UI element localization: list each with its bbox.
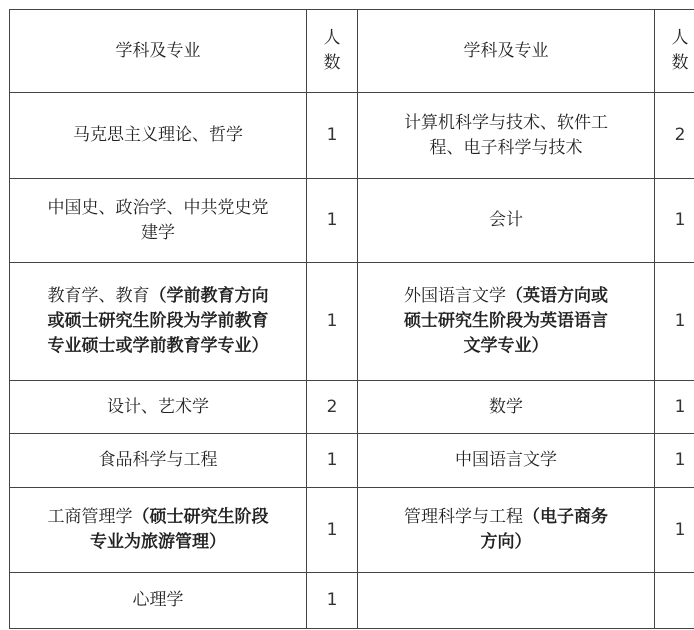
subject-text: 中国语言文学	[455, 450, 557, 470]
subject-note-text: （硕士研究生阶段	[132, 507, 269, 527]
subject-cell-right	[358, 573, 655, 629]
subject-line	[362, 334, 650, 359]
subject-note-text: 方向）	[480, 532, 532, 552]
subject-note-text: 专业为旅游管理）	[90, 532, 226, 552]
subject-text: 管理科学与工程	[404, 507, 523, 527]
subject-line	[362, 530, 650, 555]
subject-line	[14, 588, 302, 613]
count-header-char-2: 数	[671, 53, 689, 73]
subject-text: 心理学	[132, 590, 184, 610]
subject-cell-right	[358, 434, 655, 488]
table-row	[10, 263, 694, 381]
subject-text: 数学	[489, 396, 523, 417]
subject-cell-right	[358, 263, 655, 381]
table-row	[10, 434, 694, 488]
subject-text: 程、电子科学与技术	[429, 137, 583, 158]
subject-text: 食品科学与工程	[98, 450, 218, 470]
table-row	[10, 488, 694, 573]
subject-line	[362, 111, 650, 136]
subject-cell-left	[10, 179, 307, 263]
subject-note-text: 文学专业）	[463, 336, 549, 356]
subject-line	[14, 505, 302, 530]
subject-text: 中国史、政治学、中共党史党	[47, 197, 269, 218]
subject-text: 工商管理学	[47, 507, 133, 527]
table-row	[10, 381, 694, 434]
subject-cell-right	[358, 488, 655, 573]
subject-note-text: 硕士研究生阶段为英语语言	[404, 311, 608, 331]
count-header-char-1: 人	[671, 28, 689, 48]
subject-line	[362, 284, 650, 309]
header-row	[10, 10, 694, 93]
subject-cell-left	[10, 381, 307, 434]
subject-line	[14, 284, 302, 309]
count-cell-right	[655, 573, 694, 629]
subject-note-text: （电子商务	[523, 507, 608, 527]
subject-line	[362, 448, 650, 473]
subject-line	[362, 395, 650, 420]
subject-text: 计算机科学与技术、软件工	[404, 112, 608, 133]
count-cell-left: 2	[307, 381, 358, 434]
table-body	[10, 93, 694, 629]
table-row	[10, 179, 694, 263]
table-row	[10, 93, 694, 179]
subject-note-text: 专业硕士或学前教育学专业）	[47, 336, 269, 356]
subject-cell-left	[10, 93, 307, 179]
count-header-right	[655, 10, 694, 93]
count-cell-right: 2	[655, 93, 694, 179]
subject-cell-left	[10, 573, 307, 629]
subject-cell-right	[358, 93, 655, 179]
count-cell-left: 1	[307, 573, 358, 629]
subject-cell-left	[10, 488, 307, 573]
count-cell-right: 1	[655, 488, 694, 573]
subject-note-text: （英语方向或	[506, 286, 608, 306]
count-header-char-2: 数	[323, 53, 341, 73]
count-cell-left: 1	[307, 263, 358, 381]
subject-line	[362, 136, 650, 161]
count-cell-right: 1	[655, 381, 694, 434]
subject-text: 马克思主义理论、哲学	[73, 125, 243, 145]
subject-line	[14, 530, 302, 555]
count-header-char-1: 人	[323, 28, 341, 48]
table-row	[10, 573, 694, 629]
subject-text: 会计	[489, 210, 523, 230]
count-cell-right: 1	[655, 263, 694, 381]
count-cell-left: 1	[307, 93, 358, 179]
count-cell-left: 1	[307, 179, 358, 263]
subject-note-text: （学前教育方向	[149, 286, 269, 306]
count-cell-left: 1	[307, 488, 358, 573]
recruitment-table	[9, 9, 694, 629]
subject-line	[362, 505, 650, 530]
subject-line	[14, 448, 302, 473]
subject-cell-left	[10, 434, 307, 488]
count-cell-right: 1	[655, 434, 694, 488]
subject-line	[362, 208, 650, 233]
count-cell-left: 1	[307, 434, 358, 488]
subject-text: 设计、艺术学	[107, 396, 209, 417]
subject-line	[14, 196, 302, 221]
subject-text: 教育学、教育	[47, 286, 150, 306]
subject-text: 外国语言文学	[404, 286, 506, 306]
subject-cell-right	[358, 179, 655, 263]
subject-text: 建学	[141, 222, 175, 243]
subject-header-right: 学科及专业	[358, 10, 655, 93]
subject-line	[14, 334, 302, 359]
subject-note-text: 或硕士研究生阶段为学前教育	[47, 311, 269, 331]
subject-line	[14, 309, 302, 334]
count-header-left	[307, 10, 358, 93]
subject-line	[362, 309, 650, 334]
subject-header-left: 学科及专业	[10, 10, 307, 93]
subject-cell-right	[358, 381, 655, 434]
subject-line	[14, 123, 302, 148]
subject-cell-left	[10, 263, 307, 381]
subject-line	[14, 221, 302, 246]
subject-line	[14, 395, 302, 420]
count-cell-right: 1	[655, 179, 694, 263]
